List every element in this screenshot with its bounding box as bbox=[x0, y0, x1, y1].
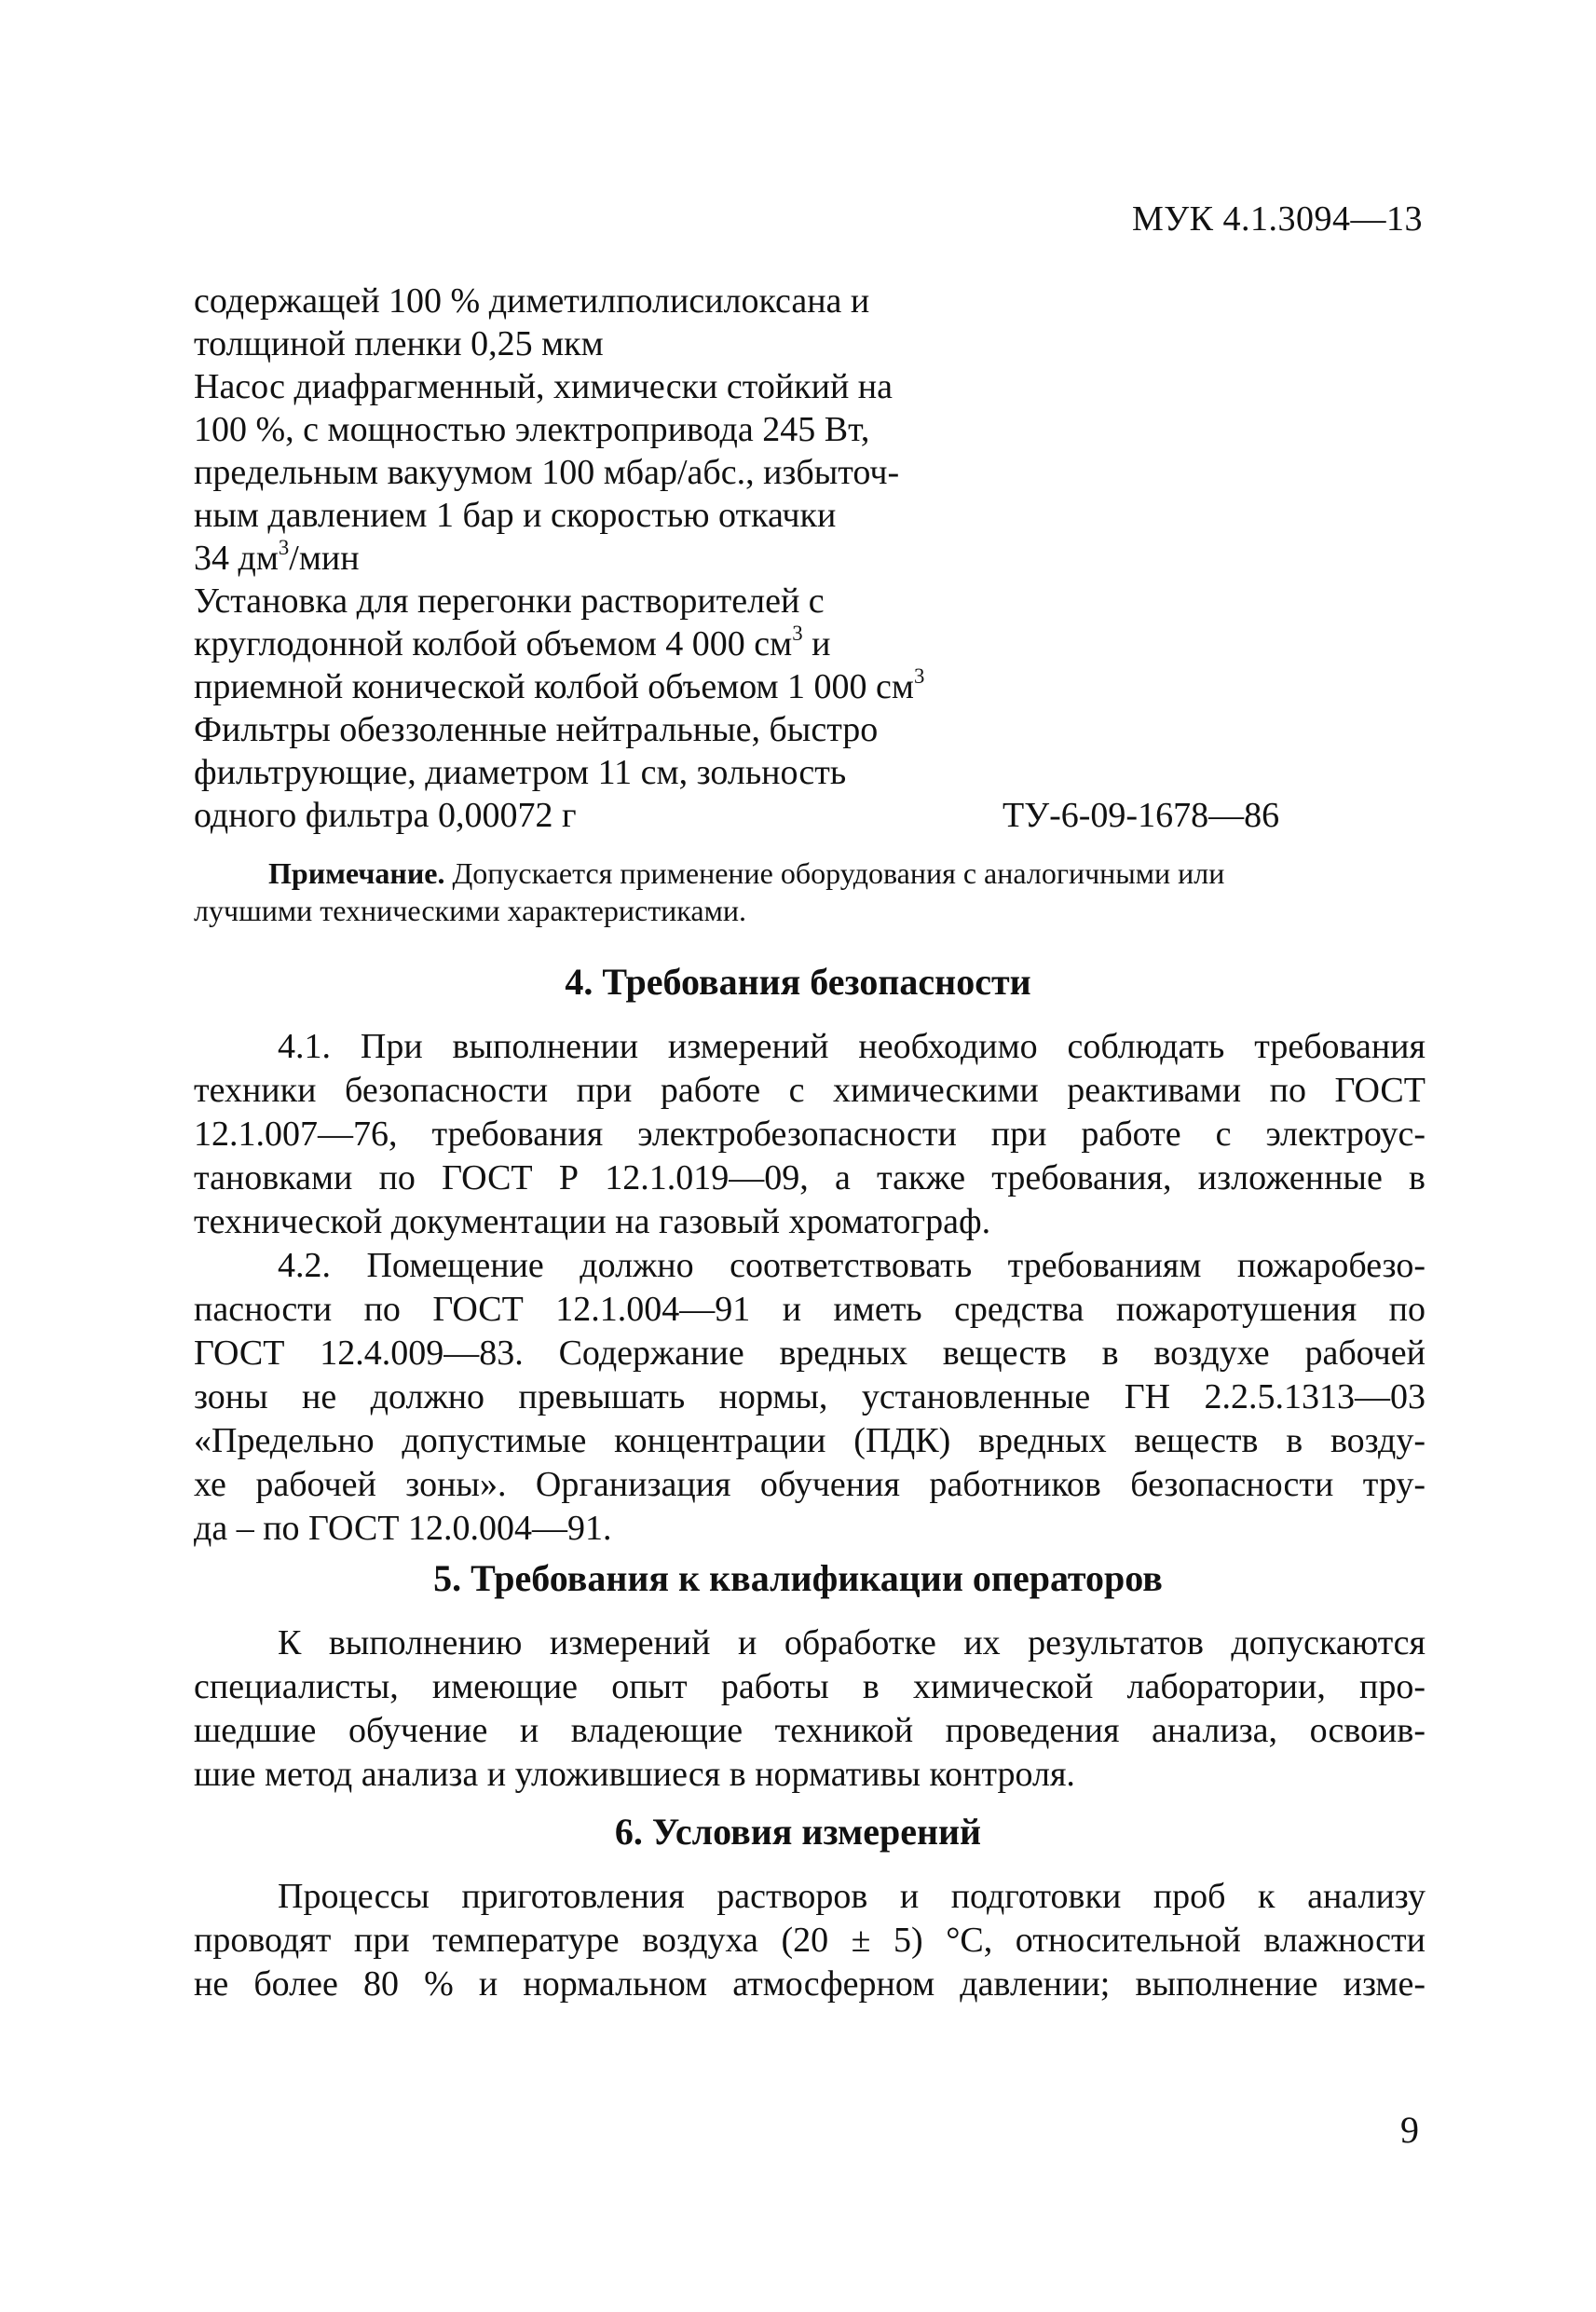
note-text: Допускается применение оборудования с аналогичными или bbox=[444, 856, 1225, 890]
pump-speed-suffix: /мин bbox=[289, 539, 360, 578]
equipment-line: ным давлением 1 бар и скоростью откачки bbox=[194, 496, 837, 535]
distill-flask-suffix: и bbox=[802, 624, 831, 664]
note-label: Примечание. bbox=[268, 856, 445, 890]
equipment-line: содержащей 100 % диметилполисилоксана и bbox=[194, 281, 870, 321]
section-6-title: 6. Условия измерений bbox=[614, 1811, 982, 1853]
paragraph-6 bbox=[194, 1875, 1425, 2006]
paragraph-line: специалисты, имеющие опыт работы в химической лаборатории, про- bbox=[194, 1667, 1425, 1706]
receiver-flask-prefix: приемной конической колбой объемом 1 000 см bbox=[194, 667, 914, 706]
paragraph-line: «Предельно допустимые концентрации (ПДК) вредных веществ в возду- bbox=[194, 1421, 1425, 1460]
paragraph-4-1 bbox=[194, 1025, 1425, 1244]
paragraph-line: 4.1. При выполнении измерений необходимо соблюдать требования bbox=[278, 1027, 1425, 1066]
paragraph-line: техники безопасности при работе с химическими реактивами по ГОСТ bbox=[194, 1071, 1425, 1110]
note bbox=[194, 855, 1425, 929]
section-5-title: 5. Требования к квалификации операторов bbox=[433, 1557, 1163, 1599]
paragraph-line: 12.1.007—76, требования электробезопасности при работе с электроус- bbox=[194, 1115, 1425, 1154]
paragraph-4-2 bbox=[194, 1244, 1425, 1551]
filter-tu-code: ТУ-6-09-1678—86 bbox=[1003, 796, 1280, 835]
document-code: МУК 4.1.3094—13 bbox=[1131, 199, 1423, 239]
equipment-line: предельным вакуумом 100 мбар/абс., избыточ- bbox=[194, 453, 900, 492]
paragraph-line: технической документации на газовый хроматограф. bbox=[194, 1202, 991, 1241]
paragraph-line: пасности по ГОСТ 12.1.004—91 и иметь средства пожаротушения по bbox=[194, 1290, 1425, 1329]
superscript: 3 bbox=[792, 622, 803, 646]
distill-flask-prefix: круглодонной колбой объемом 4 000 см bbox=[194, 624, 793, 664]
note-line bbox=[194, 855, 1425, 892]
paragraph-line: ГОСТ 12.4.009—83. Содержание вредных веществ в воздухе рабочей bbox=[194, 1334, 1425, 1373]
paragraph-line: Процессы приготовления растворов и подготовки проб к анализу bbox=[278, 1877, 1425, 1916]
equipment-line: Установка для перегонки растворителей с bbox=[194, 581, 825, 621]
paragraph-line: шедшие обучение и владеющие техникой проведения анализа, освоив- bbox=[194, 1711, 1425, 1750]
paragraph-line: проводят при температуре воздуха (20 ± 5) °С, относительной влажности bbox=[194, 1921, 1425, 1960]
equipment-line: толщиной пленки 0,25 мкм bbox=[194, 324, 604, 363]
superscript: 3 bbox=[913, 664, 925, 689]
superscript: 3 bbox=[278, 536, 290, 560]
paragraph-line: зоны не должно превышать нормы, установленные ГН 2.2.5.1313—03 bbox=[194, 1377, 1425, 1416]
note-line: лучшими техническими характеристиками. bbox=[194, 894, 746, 927]
paragraph-line: 4.2. Помещение должно соответствовать требованиям пожаробезо- bbox=[278, 1246, 1425, 1285]
paragraph-line: не более 80 % и нормальном атмосферном давлении; выполнение изме- bbox=[194, 1964, 1425, 2004]
paragraph-5 bbox=[194, 1621, 1425, 1797]
equipment-line: фильтрующие, диаметром 11 см, зольность bbox=[194, 753, 847, 792]
equipment-list bbox=[194, 280, 1312, 837]
equipment-line: 100 %, с мощностью электропривода 245 Вт, bbox=[194, 410, 870, 449]
receiver-flask-line bbox=[194, 665, 1312, 708]
pump-speed-prefix: 34 дм bbox=[194, 539, 279, 578]
paragraph-line: хе рабочей зоны». Организация обучения работников безопасности тру- bbox=[194, 1465, 1425, 1504]
equipment-line: Фильтры обеззоленные нейтральные, быстро bbox=[194, 710, 879, 749]
paragraph-line: шие метод анализа и уложившиеся в нормативы контроля. bbox=[194, 1755, 1075, 1794]
filter-ash-text: одного фильтра 0,00072 г bbox=[194, 796, 577, 835]
paragraph-line: тановками по ГОСТ Р 12.1.019—09, а также требования, изложенные в bbox=[194, 1158, 1425, 1197]
filter-last-line bbox=[194, 794, 1312, 837]
distill-flask-line bbox=[194, 622, 1312, 665]
equipment-line: Насос диафрагменный, химически стойкий на bbox=[194, 367, 893, 406]
pump-speed-line bbox=[194, 537, 1312, 580]
paragraph-line: да – по ГОСТ 12.0.004—91. bbox=[194, 1509, 612, 1548]
paragraph-line: К выполнению измерений и обработке их результатов допускаются bbox=[278, 1623, 1425, 1662]
section-4-title: 4. Требования безопасности bbox=[565, 961, 1031, 1003]
page-number: 9 bbox=[1400, 2109, 1419, 2151]
